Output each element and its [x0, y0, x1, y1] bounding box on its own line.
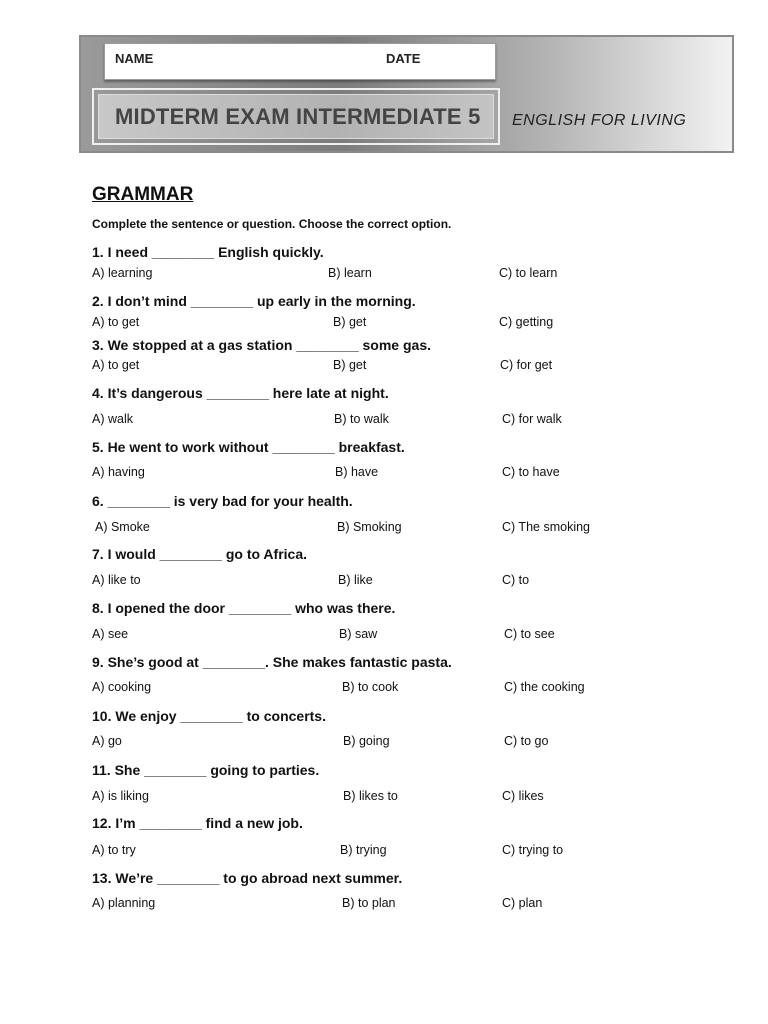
course-subtitle: ENGLISH FOR LIVING	[512, 112, 687, 129]
option-a: A) like to	[92, 573, 141, 587]
option-a: A) to get	[92, 315, 140, 329]
exam-title: MIDTERM EXAM INTERMEDIATE 5	[115, 104, 481, 129]
question-13: 13. We’re ________ to go abroad next summer.	[92, 870, 403, 886]
question-7: 7. I would ________ go to Africa.	[92, 546, 307, 562]
option-c: C) likes	[502, 789, 544, 803]
option-c: C) for walk	[502, 412, 562, 426]
option-b: B) likes to	[343, 789, 398, 803]
section-title: GRAMMAR	[92, 184, 194, 205]
option-b: B) saw	[339, 627, 378, 641]
option-b: B) learn	[328, 266, 372, 280]
option-a: A) learning	[92, 266, 153, 280]
question-11: 11. She ________ going to parties.	[92, 762, 320, 778]
question-1: 1. I need ________ English quickly.	[92, 244, 324, 260]
option-c: C) getting	[499, 315, 554, 329]
option-c: C) The smoking	[502, 520, 590, 534]
question-9: 9. She’s good at ________. She makes fantastic pasta.	[92, 654, 452, 670]
title-banner	[92, 88, 500, 145]
question-8: 8. I opened the door ________ who was there.	[92, 600, 396, 616]
option-a: A) walk	[92, 412, 133, 426]
option-a: A) to try	[92, 843, 136, 857]
option-c: C) the cooking	[504, 680, 585, 694]
option-a: A) to get	[92, 358, 140, 372]
option-b: B) like	[338, 573, 373, 587]
option-c: C) for get	[500, 358, 553, 372]
option-c: C) to go	[504, 734, 549, 748]
question-12: 12. I’m ________ find a new job.	[92, 815, 303, 831]
option-b: B) have	[335, 465, 379, 479]
date-label: DATE	[386, 51, 421, 66]
option-b: B) Smoking	[337, 520, 402, 534]
option-b: B) to walk	[334, 412, 389, 426]
name-label: NAME	[115, 51, 154, 66]
option-c: C) to have	[502, 465, 560, 479]
question-6: 6. ________ is very bad for your health.	[92, 493, 353, 509]
option-a: A) planning	[92, 896, 156, 910]
question-2: 2. I don’t mind ________ up early in the morning.	[92, 293, 416, 309]
question-4: 4. It’s dangerous ________ here late at night.	[92, 385, 389, 401]
option-a: A) Smoke	[95, 520, 150, 534]
option-a: A) see	[92, 627, 129, 641]
option-a: A) cooking	[92, 680, 152, 694]
option-a: A) go	[92, 734, 122, 748]
option-c: C) trying to	[502, 843, 564, 857]
question-10: 10. We enjoy ________ to concerts.	[92, 708, 326, 724]
option-a: A) is liking	[92, 789, 149, 803]
option-b: B) to cook	[342, 680, 399, 694]
option-c: C) plan	[502, 896, 543, 910]
section-instructions: Complete the sentence or question. Choose the correct option.	[92, 217, 452, 231]
option-c: C) to learn	[499, 266, 558, 280]
option-b: B) going	[343, 734, 390, 748]
option-b: B) get	[333, 315, 367, 329]
option-b: B) trying	[340, 843, 387, 857]
option-c: C) to	[502, 573, 530, 587]
option-a: A) having	[92, 465, 145, 479]
question-3: 3. We stopped at a gas station ________ some gas.	[92, 337, 431, 353]
option-b: B) get	[333, 358, 367, 372]
option-c: C) to see	[504, 627, 555, 641]
question-5: 5. He went to work without ________ breakfast.	[92, 439, 405, 455]
option-b: B) to plan	[342, 896, 396, 910]
name-date-field	[104, 43, 496, 80]
